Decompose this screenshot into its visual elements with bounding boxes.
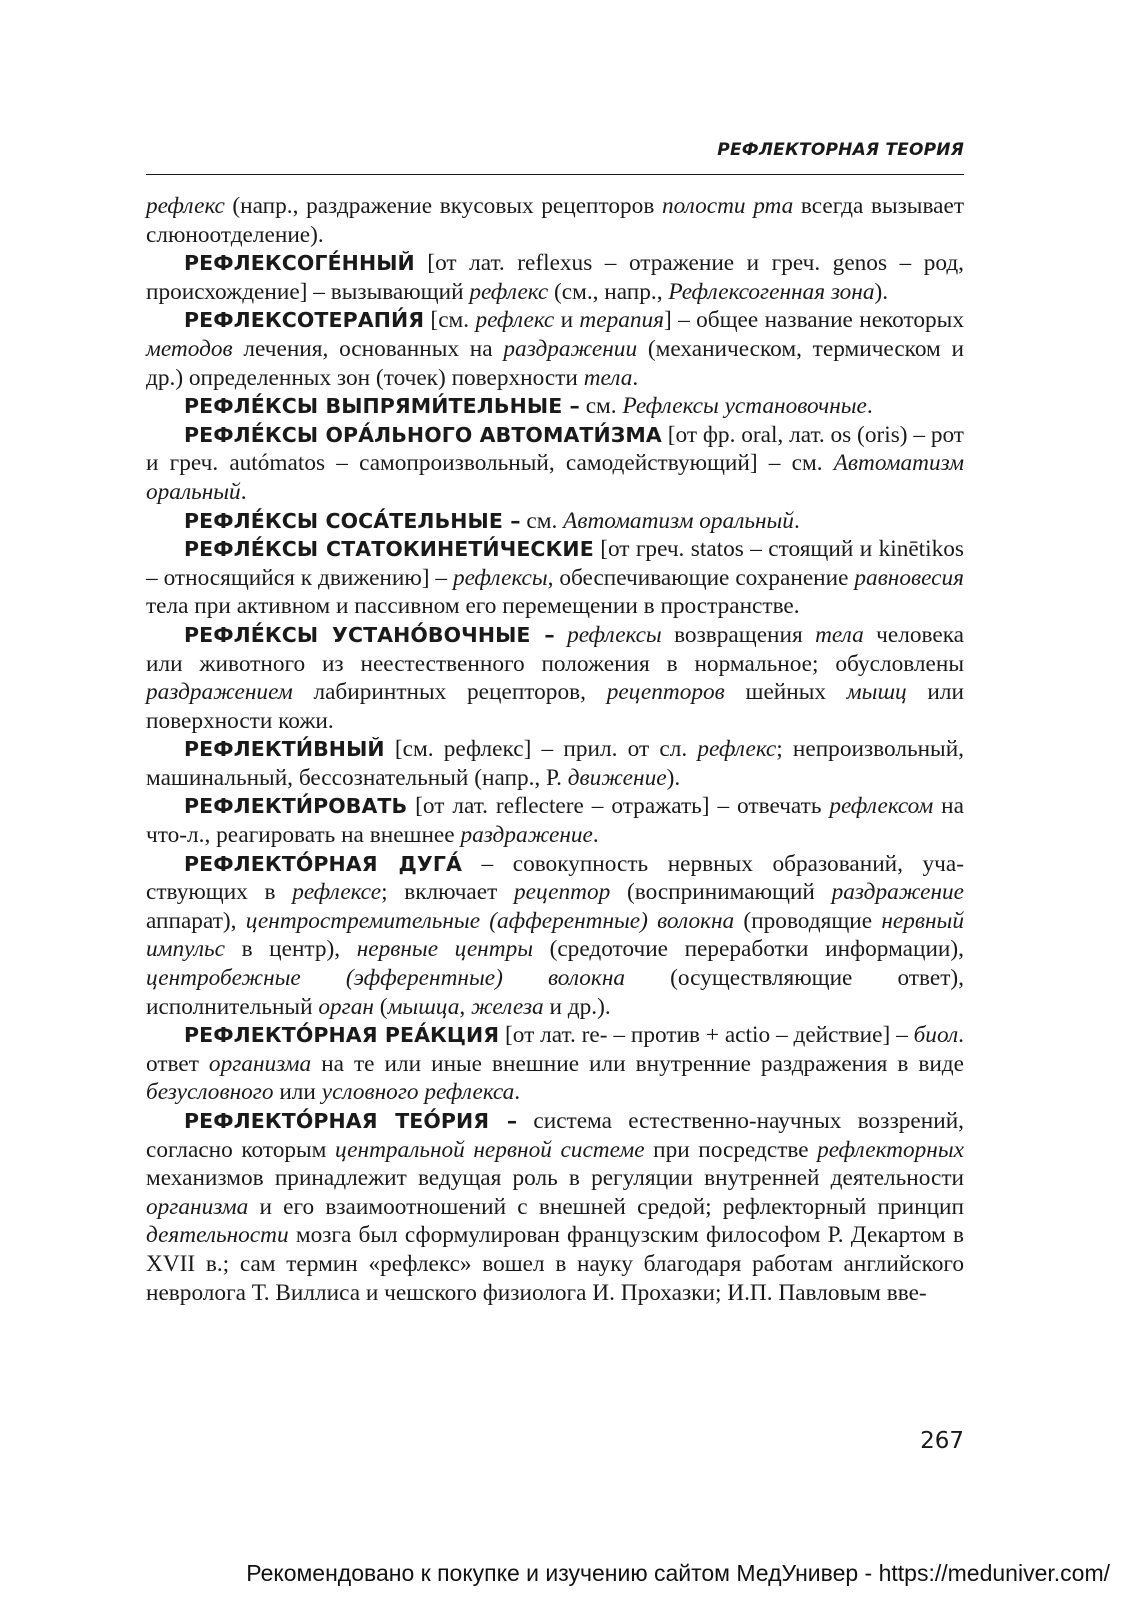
headword: РЕФЛЕ́КСЫ ВЫПРЯМИ́ТЕЛЬНЫЕ – [184, 394, 580, 419]
entry-statokinetic-reflexes: РЕФЛЕ́КСЫ СТАТОКИНЕТИ́ЧЕСКИЕ [от греч. statos – стоящий и kinētikos – относящийся к движению] – рефлексы, обеспечивающие сохранение равновесия тела при активном и пассивном его перемещении в пространстве. [146, 536, 964, 620]
headword: РЕФЛЕКТИ́РОВАТЬ [184, 794, 408, 819]
entry-reflexogenic: РЕФЛЕКСОГЕ́ННЫЙ [от лат. reflexus – отражение и греч. genos – род, происхождение] – вызывающий рефлекс (см., напр., Рефлексогенная зона). [146, 250, 964, 305]
headword: РЕФЛЕКСОТЕРАПИ́Я [184, 308, 425, 333]
headword: РЕФЛЕ́КСЫ СОСА́ТЕЛЬНЫЕ – [184, 508, 521, 533]
headword: РЕФЛЕКСОГЕ́ННЫЙ [184, 251, 415, 276]
header-rule [146, 174, 964, 175]
headword: РЕФЛЕКТО́РНАЯ ТЕО́РИЯ – [184, 1109, 518, 1133]
headword: РЕФЛЕКТИ́ВНЫЙ [184, 737, 385, 762]
page-number: 267 [920, 1428, 964, 1454]
headword: РЕФЛЕКТО́РНАЯ ДУГА́ [184, 851, 462, 876]
headword: РЕФЛЕ́КСЫ СТАТОКИНЕТИ́ЧЕСКИЕ [184, 537, 594, 562]
entry-continuation: рефлекс (напр., раздражение вкусовых рецепторов полости рта всегда вызывает слюноотделение). [146, 193, 965, 248]
entry-righting-reflexes: РЕФЛЕ́КСЫ УСТАНО́ВОЧНЫЕ – рефлексы возвращения тела человека или животного из неестественного положения в нормальное; обусловлены раздражением лабиринтных рецепторов, рецепторов шейных мышц или поверхности кожи. [146, 621, 965, 734]
entry-oral-automatism-reflexes: РЕФЛЕ́КСЫ ОРА́ЛЬНОГО АВТОМАТИ́ЗМА [от фр. oral, лат. os (oris) – рот и греч. autómatos – самопроизвольный, самодействующий] – см. Автоматизм оральный. [146, 421, 964, 505]
entry-reflect-verb: РЕФЛЕКТИ́РОВАТЬ [от лат. reflectere – отражать] – отвечать рефлексом на что-л., реагировать на внешнее раздражение. [146, 793, 964, 849]
running-head: РЕФЛЕКТОРНАЯ ТЕОРИЯ [717, 140, 964, 160]
entry-reflexotherapy: РЕФЛЕКСОТЕРАПИ́Я [см. рефлекс и терапия] – общее название некоторых методов лечения, основанных на раздражении (механическом, термическом и др.) определенных зон (точек) поверхности тела. [146, 307, 965, 391]
entry-reflex-theory: РЕФЛЕКТО́РНАЯ ТЕО́РИЯ – система естественно-научных воззрений, согласно которым центральной нервной системе при посредстве рефлекторных механизмов принадлежит ведущая роль в регуляции внутренней деятельности организма и его взаимоотношений с внешней средой; рефлекторный принцип деятельности мозга был сформулирован французским философом Р. Декартом в XVII в.; сам термин «рефлекс» вошел в науку благодаря работам английского невролога Т. Виллиса и чешского физиолога И. Прохазки; И.П. Павловым вве- [146, 1108, 964, 1306]
dictionary-body [146, 192, 964, 1307]
entry-straightening-reflexes: РЕФЛЕ́КСЫ ВЫПРЯМИ́ТЕЛЬНЫЕ – см. Рефлексы установочные. [184, 393, 873, 420]
entry-reflective: РЕФЛЕКТИ́ВНЫЙ [см. рефлекс] – прил. от сл. рефлекс; непроизвольный, машинальный, бессознательный (напр., Р. движение). [146, 736, 964, 791]
headword: РЕФЛЕ́КСЫ УСТАНО́ВОЧНЫЕ – [184, 622, 555, 647]
footer-note: Рекомендовано к покупке и изучению сайтом МедУнивер - https://meduniver.com/ [246, 1560, 1110, 1586]
entry-reflex-arc: РЕФЛЕКТО́РНАЯ ДУГА́ – совокупность нервных образований, участвующих в рефлексе; включает рецептор (воспринимающий раздражение аппарат), центростремительные (афферентные) волокна (проводящие нервный импульс в центр), нервные центры (средоточие переработки информации), центробежные (эфферентные) волокна (осуществляющие ответ), исполнительный орган (мышца, железа и др.). [146, 850, 964, 1020]
entry-sucking-reflexes: РЕФЛЕ́КСЫ СОСА́ТЕЛЬНЫЕ – см. Автоматизм оральный. [184, 507, 800, 534]
headword: РЕФЛЕКТО́РНАЯ РЕА́КЦИЯ [184, 1023, 500, 1048]
headword: РЕФЛЕ́КСЫ ОРА́ЛЬНОГО АВТОМАТИ́ЗМА [184, 422, 662, 447]
entry-reflex-reaction: РЕФЛЕКТО́РНАЯ РЕА́КЦИЯ [от лат. re- – против + actio – действие] – биол. ответ организма на те или иные внешние или внутренние раздражения в виде безусловного или условного рефлекса. [146, 1022, 964, 1106]
